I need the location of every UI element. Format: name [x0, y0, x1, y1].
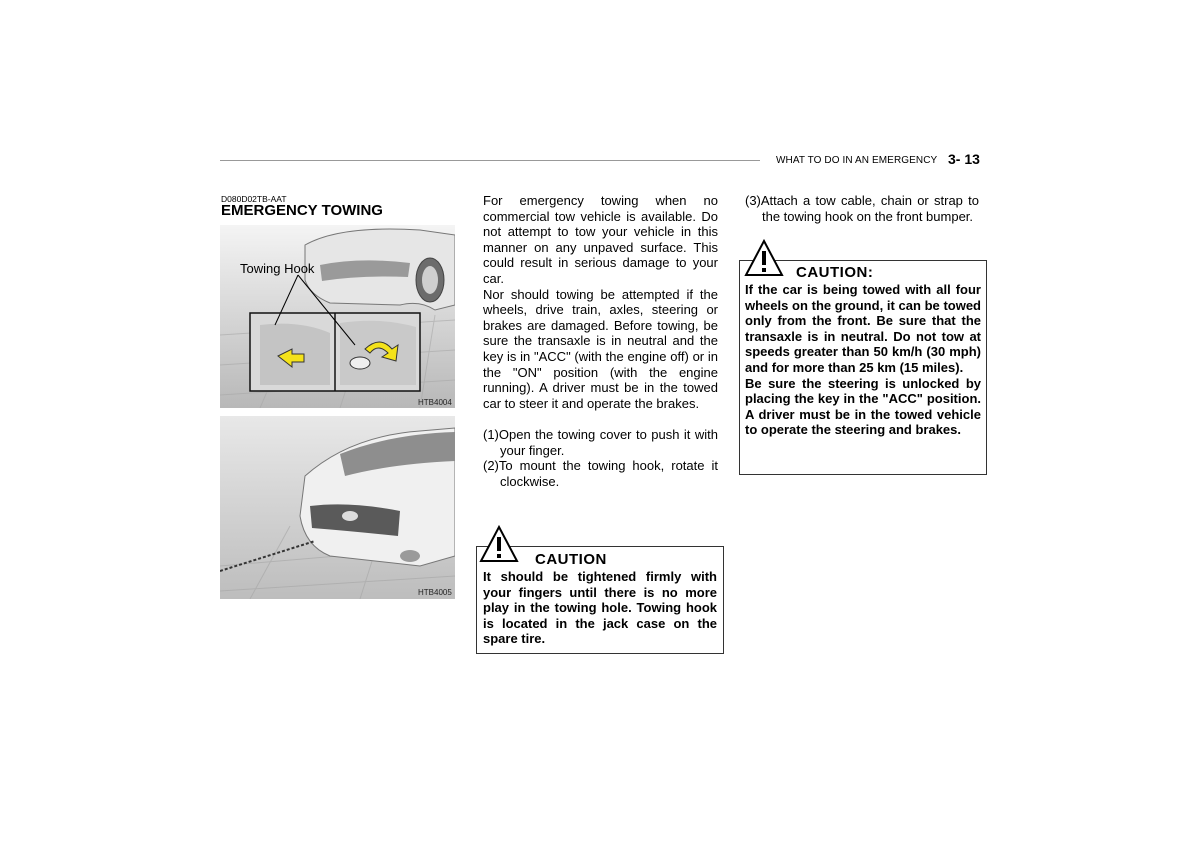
- step-item: (1)Open the towing cover to push it with your finger.: [483, 427, 718, 458]
- caution-title: CAUTION: [535, 551, 607, 568]
- towing-hook-illustration: [220, 225, 455, 408]
- towing-car-illustration: [220, 416, 455, 599]
- warning-icon: [479, 525, 519, 563]
- caution-text: It should be tightened firmly with your fingers until there is no more play in the towing hole. Towing hook is located in the jack case on the spare tire.: [483, 569, 717, 647]
- caution-title: CAUTION:: [796, 264, 874, 281]
- steps-list: [483, 427, 718, 489]
- section-title: EMERGENCY TOWING: [221, 202, 383, 219]
- caution-box: [739, 260, 987, 475]
- step-item: (2)To mount the towing hook, rotate it clockwise.: [483, 458, 718, 489]
- body-column-3: [745, 193, 979, 224]
- running-header: WHAT TO DO IN AN EMERGENCY: [776, 155, 938, 166]
- warning-icon: [744, 239, 784, 277]
- caution-text: Be sure the steering is unlocked by placing the key in the "ACC" position. A driver must be in the towed vehicle to operate the steering and brakes.: [745, 375, 981, 438]
- caution-body: [745, 282, 981, 438]
- section-code: D080D02TB-AAT: [221, 194, 287, 204]
- figure-code: HTB4005: [418, 588, 452, 597]
- step-item: (3)Attach a tow cable, chain or strap to the towing hook on the front bumper.: [745, 193, 979, 224]
- towing-hook-label: Towing Hook: [240, 261, 315, 276]
- body-column-2: [483, 193, 718, 411]
- paragraph: Nor should towing be attempted if the wheels, drive train, axles, steering or brakes are damaged. Before towing, be sure the transaxle is in neutral and the key is in "ACC" (with the engine off) or in the "ON" position (with the engine running). A driver must be in the towed car to steer it and operate the brakes.: [483, 286, 718, 411]
- towing-hook-figure: [220, 225, 455, 408]
- towing-car-figure: [220, 416, 455, 599]
- paragraph: For emergency towing when no commercial tow vehicle is available. Do not attempt to tow your vehicle in this manner on any unpaved surface. This could result in serious damage to your car.: [483, 193, 718, 286]
- caution-text: If the car is being towed with all four wheels on the ground, it can be towed only from the front. Be sure that the transaxle is in neutral. Do not tow at speeds greater than 50 km/h (30 mph) and for more than 25 km (15 miles).: [745, 282, 981, 375]
- page-number: 3- 13: [948, 151, 980, 167]
- header-rule: [220, 160, 760, 161]
- caution-box: [476, 546, 724, 654]
- figure-code: HTB4004: [418, 398, 452, 407]
